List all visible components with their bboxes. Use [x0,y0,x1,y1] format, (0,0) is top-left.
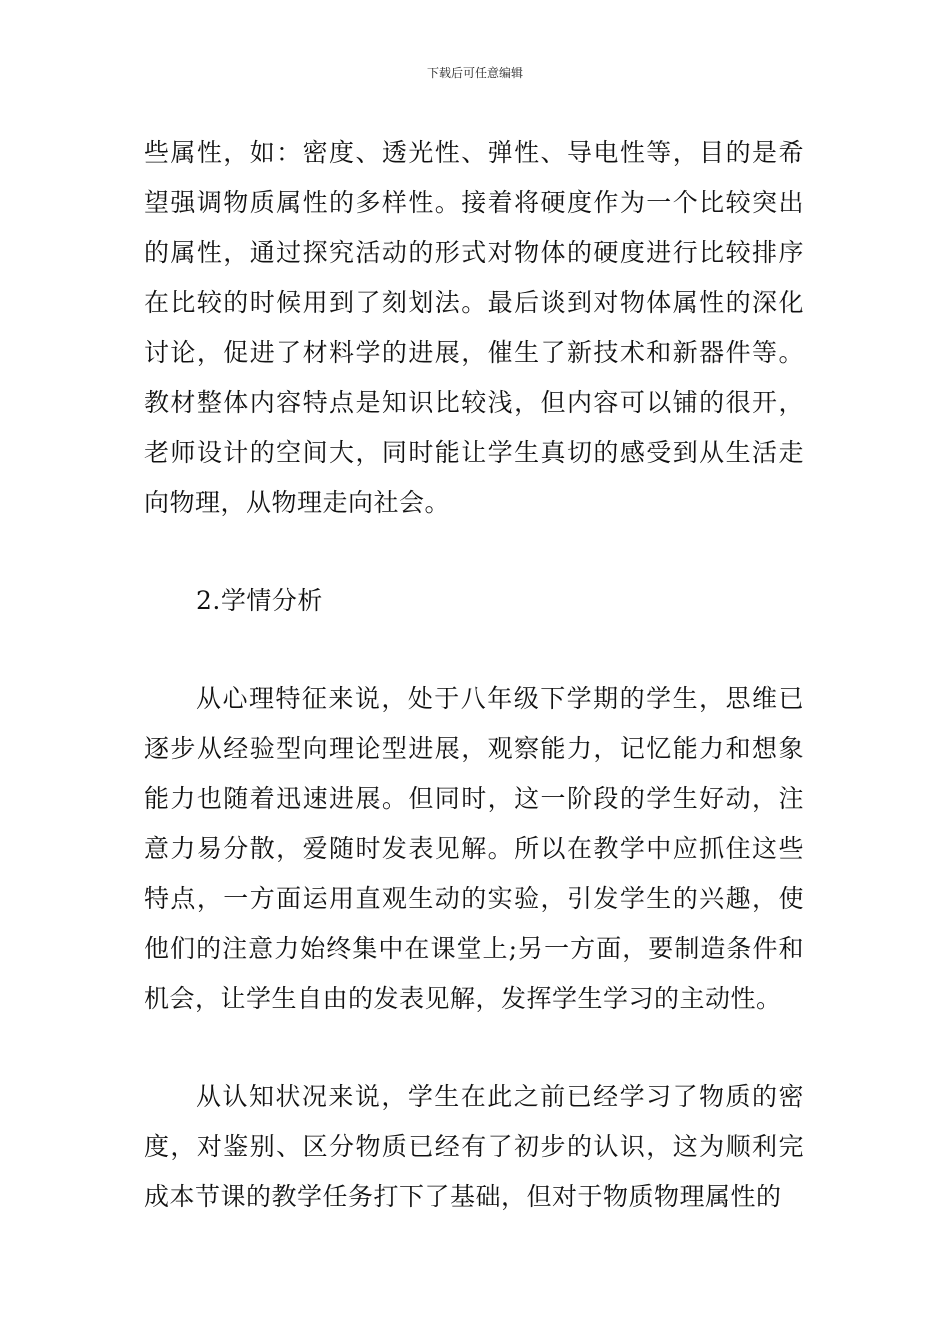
document-body [144,128,804,1222]
paragraph-spacer [144,1024,804,1072]
paragraph-continued: 些属性，如：密度、透光性、弹性、导电性等，目的是希望强调物质属性的多样性。接着将硬度作为一个比较突出的属性，通过探究活动的形式对物体的硬度进行比较排序在比较的时候用到了刻划法。最后谈到对物体属性的深化讨论，促进了材料学的进展，催生了新技术和新器件等。教材整体内容特点是知识比较浅，但内容可以铺的很开，老师设计的空间大，同时能让学生真切的感受到从生活走向物理，从物理走向社会。 [144,138,804,517]
paragraph-spacer [144,528,804,576]
section-heading: 2.学情分析 [196,586,323,615]
page-header-note: 下载后可任意编辑 [426,66,523,80]
paragraph-psychology: 从心理特征来说，处于八年级下学期的学生，思维已逐步从经验型向理论型进展，观察能力，记忆能力和想象能力也随着迅速进展。但同时，这一阶段的学生好动，注意力易分散，爱随时发表见解。所以在教学中应抓住这些特点，一方面运用直观生动的实验，引发学生的兴趣，使他们的注意力始终集中在课堂上;另一方面，要制造条件和机会，让学生自由的发表见解，发挥学生学习的主动性。 [144,684,804,1013]
paragraph-spacer [144,626,804,674]
paragraph-cognition: 从认知状况来说，学生在此之前已经学习了物质的密度，对鉴别、区分物质已经有了初步的认识，这为顺利完成本节课的教学任务打下了基础，但对于物质物理属性的 [144,1082,804,1211]
